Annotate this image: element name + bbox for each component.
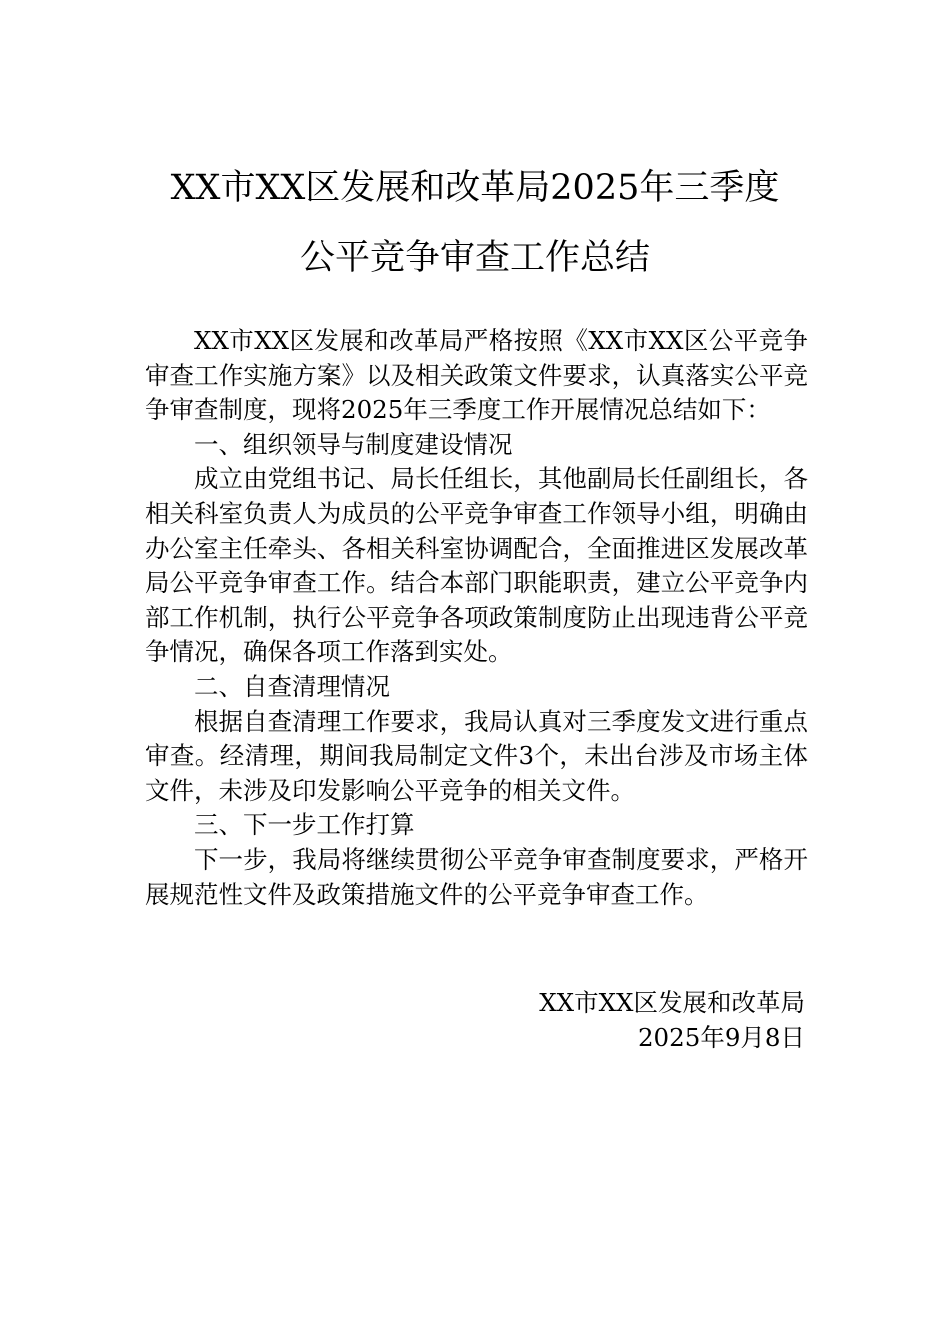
document-title-line2: 公平竞争审查工作总结 [299, 238, 650, 278]
section-1-paragraph: 成立由党组书记、局长任组长，其他副局长任副组长，各相关科室负责人为成员的公平竞争审查工作领导小组，明确由办公室主任牵头、各相关科室协调配合，全面推进区发展改革局公平竞争审查工作。结合本部门职能职责，建立公平竞争内部工作机制，执行公平竞争各项政策制度防止出现违背公平竞争情况，确保各项工作落到实处。 [145, 464, 808, 667]
document-title-line1: XX市XX区发展和改革局2025年三季度 [170, 168, 780, 208]
signature-organization: XX市XX区发展和改革局 [539, 988, 805, 1017]
section-2-paragraph: 根据自查清理工作要求，我局认真对三季度发文进行重点审查。经清理，期间我局制定文件3个，未出台涉及市场主体文件，未涉及印发影响公平竞争的相关文件。 [145, 706, 808, 805]
section-3-paragraph: 下一步，我局将继续贯彻公平竞争审查制度要求，严格开展规范性文件及政策措施文件的公平竞争审查工作。 [145, 844, 808, 909]
intro-paragraph: XX市XX区发展和改革局严格按照《XX市XX区公平竞争审查工作实施方案》以及相关政策文件要求，认真落实公平竞争审查制度，现将2025年三季度工作开展情况总结如下： [145, 326, 808, 425]
section-heading-2: 二、自查清理情况 [194, 671, 390, 701]
section-heading-3: 三、下一步工作打算 [194, 810, 415, 840]
document-body [145, 324, 808, 912]
section-heading-1: 一、组织领导与制度建设情况 [194, 429, 513, 459]
signature-date: 2025年9月8日 [637, 1023, 805, 1052]
